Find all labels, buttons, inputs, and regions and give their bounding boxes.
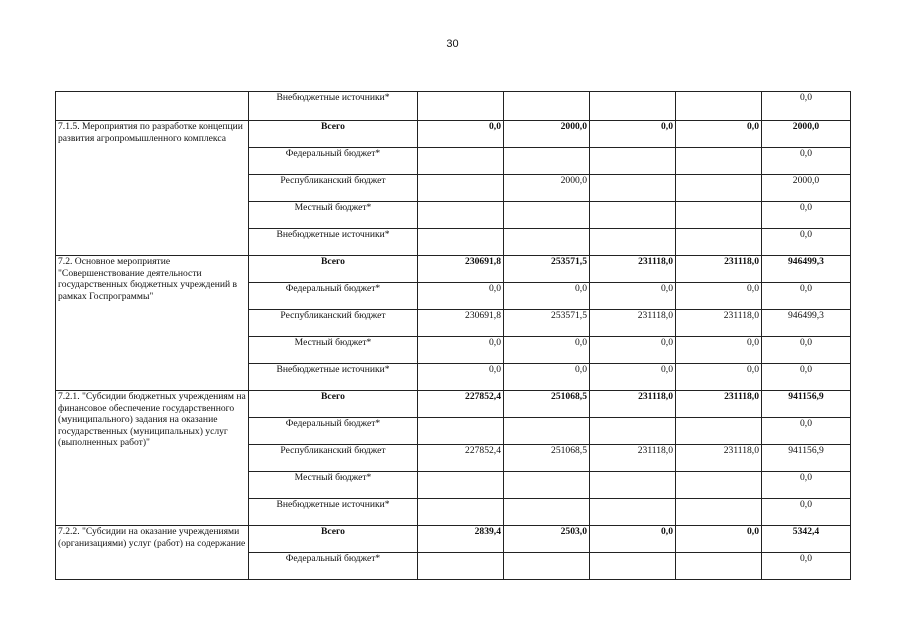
total-cell: 2000,0 [762, 175, 851, 202]
total-cell: 5342,4 [762, 526, 851, 553]
value-cell: 0,0 [676, 526, 762, 553]
value-cell [590, 92, 676, 121]
total-cell: 941156,9 [762, 391, 851, 418]
funding-source: Всего [249, 526, 418, 553]
value-cell [676, 202, 762, 229]
value-cell: 0,0 [418, 364, 504, 391]
funding-source: Местный бюджет* [249, 472, 418, 499]
value-cell [504, 499, 590, 526]
program-name: 7.2. Основное мероприятие "Совершенствование деятельности государственных бюджетных учреждений в рамках Госпрограммы" [56, 256, 249, 391]
value-cell [418, 148, 504, 175]
value-cell: 0,0 [590, 526, 676, 553]
total-cell: 0,0 [762, 553, 851, 580]
funding-source: Всего [249, 256, 418, 283]
table-row-total [56, 526, 851, 553]
funding-source: Внебюджетные источники* [249, 499, 418, 526]
funding-source: Всего [249, 391, 418, 418]
funding-source: Местный бюджет* [249, 337, 418, 364]
value-cell: 0,0 [676, 121, 762, 148]
value-cell [504, 553, 590, 580]
funding-source: Федеральный бюджет* [249, 418, 418, 445]
funding-source: Внебюджетные источники* [249, 92, 418, 121]
funding-source: Федеральный бюджет* [249, 553, 418, 580]
table-row-total [56, 391, 851, 418]
funding-source: Федеральный бюджет* [249, 148, 418, 175]
program-name: 7.2.2. "Субсидии на оказание учреждениями (организациями) услуг (работ) на содержание [56, 526, 249, 580]
value-cell [676, 148, 762, 175]
total-cell: 0,0 [762, 148, 851, 175]
value-cell: 253571,5 [504, 310, 590, 337]
value-cell [418, 175, 504, 202]
value-cell: 231118,0 [590, 391, 676, 418]
value-cell [504, 418, 590, 445]
value-cell [676, 92, 762, 121]
funding-source: Местный бюджет* [249, 202, 418, 229]
value-cell: 0,0 [590, 121, 676, 148]
funding-source: Республиканский бюджет [249, 445, 418, 472]
funding-source: Федеральный бюджет* [249, 283, 418, 310]
value-cell: 230691,8 [418, 310, 504, 337]
value-cell [590, 202, 676, 229]
value-cell: 0,0 [504, 337, 590, 364]
value-cell [590, 148, 676, 175]
value-cell: 231118,0 [590, 445, 676, 472]
value-cell: 0,0 [676, 364, 762, 391]
value-cell [676, 553, 762, 580]
value-cell [504, 92, 590, 121]
value-cell [590, 418, 676, 445]
value-cell [418, 472, 504, 499]
value-cell: 227852,4 [418, 391, 504, 418]
total-cell: 0,0 [762, 364, 851, 391]
total-cell: 0,0 [762, 499, 851, 526]
program-name: 7.1.5. Мероприятия по разработке концепции развития агропромышленного комплекса [56, 121, 249, 256]
value-cell: 2000,0 [504, 121, 590, 148]
funding-source: Внебюджетные источники* [249, 364, 418, 391]
total-cell: 0,0 [762, 337, 851, 364]
value-cell [590, 472, 676, 499]
value-cell: 230691,8 [418, 256, 504, 283]
table-row-total [56, 121, 851, 148]
total-cell: 0,0 [762, 92, 851, 121]
total-cell: 0,0 [762, 283, 851, 310]
value-cell [676, 472, 762, 499]
value-cell: 251068,5 [504, 391, 590, 418]
value-cell [418, 553, 504, 580]
value-cell [418, 418, 504, 445]
value-cell: 231118,0 [590, 310, 676, 337]
funding-source: Внебюджетные источники* [249, 229, 418, 256]
value-cell [504, 202, 590, 229]
funding-source: Республиканский бюджет [249, 310, 418, 337]
value-cell [590, 175, 676, 202]
funding-source: Всего [249, 121, 418, 148]
value-cell: 231118,0 [676, 310, 762, 337]
value-cell [418, 229, 504, 256]
value-cell [676, 418, 762, 445]
value-cell [504, 229, 590, 256]
value-cell [590, 499, 676, 526]
value-cell: 251068,5 [504, 445, 590, 472]
value-cell: 2000,0 [504, 175, 590, 202]
value-cell [676, 175, 762, 202]
value-cell: 231118,0 [676, 391, 762, 418]
value-cell [504, 472, 590, 499]
value-cell: 0,0 [676, 283, 762, 310]
value-cell [418, 499, 504, 526]
total-cell: 941156,9 [762, 445, 851, 472]
value-cell: 0,0 [418, 283, 504, 310]
total-cell: 946499,3 [762, 256, 851, 283]
table-row [56, 92, 851, 121]
total-cell: 0,0 [762, 472, 851, 499]
value-cell: 0,0 [590, 283, 676, 310]
table-row-total [56, 256, 851, 283]
program-name: 7.2.1. "Субсидии бюджетных учреждениям на финансовое обеспечение государственного (муниципального) задания на оказание государственных (муниципальных) услуг (выполненных работ)" [56, 391, 249, 526]
funding-source: Республиканский бюджет [249, 175, 418, 202]
value-cell: 231118,0 [590, 256, 676, 283]
value-cell [590, 229, 676, 256]
total-cell: 0,0 [762, 229, 851, 256]
value-cell: 2503,0 [504, 526, 590, 553]
value-cell [418, 92, 504, 121]
value-cell: 0,0 [504, 283, 590, 310]
value-cell: 227852,4 [418, 445, 504, 472]
value-cell [418, 202, 504, 229]
value-cell: 0,0 [504, 364, 590, 391]
program-name [56, 92, 249, 121]
value-cell: 0,0 [418, 121, 504, 148]
value-cell: 231118,0 [676, 445, 762, 472]
budget-table [55, 91, 851, 580]
total-cell: 0,0 [762, 202, 851, 229]
value-cell: 0,0 [418, 337, 504, 364]
value-cell: 0,0 [676, 337, 762, 364]
total-cell: 0,0 [762, 418, 851, 445]
value-cell: 0,0 [590, 364, 676, 391]
value-cell: 2839,4 [418, 526, 504, 553]
value-cell [676, 499, 762, 526]
value-cell [590, 553, 676, 580]
total-cell: 2000,0 [762, 121, 851, 148]
value-cell: 253571,5 [504, 256, 590, 283]
value-cell: 231118,0 [676, 256, 762, 283]
total-cell: 946499,3 [762, 310, 851, 337]
value-cell: 0,0 [590, 337, 676, 364]
value-cell [504, 148, 590, 175]
value-cell [676, 229, 762, 256]
page-number: 30 [446, 38, 459, 50]
